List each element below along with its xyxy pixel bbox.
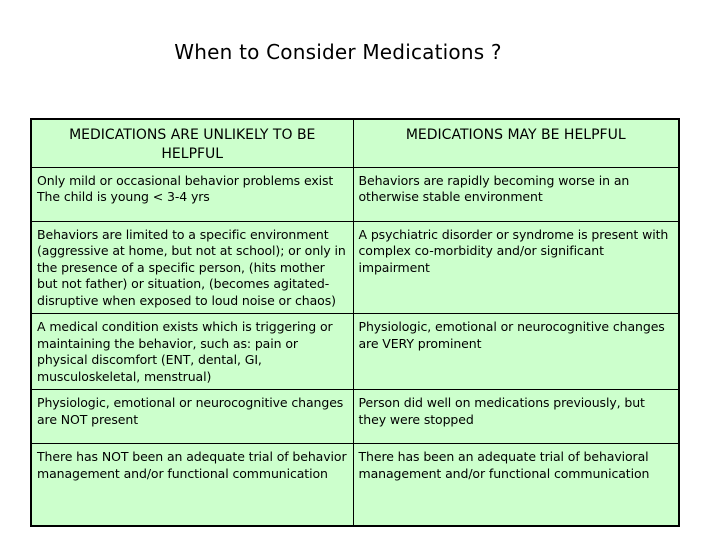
unlikely-cell: Physiologic, emotional or neurocognitive changes are NOT present xyxy=(31,390,353,444)
unlikely-cell: There has NOT been an adequate trial of behavior management and/or functional communication xyxy=(31,444,353,526)
helpful-cell: Behaviors are rapidly becoming worse in an otherwise stable environment xyxy=(353,167,679,221)
helpful-cell: There has been an adequate trial of behavioral management and/or functional communication xyxy=(353,444,679,526)
unlikely-cell: A medical condition exists which is triggering or maintaining the behavior, such as: pain or physical discomfort (ENT, dental, GI, musculoskeletal, menstrual) xyxy=(31,314,353,390)
medications-table xyxy=(30,118,680,527)
table-row xyxy=(31,167,679,221)
table-header-row xyxy=(31,119,679,167)
header-unlikely-helpful: MEDICATIONS ARE UNLIKELY TO BE HELPFUL xyxy=(31,119,353,167)
table-row xyxy=(31,314,679,390)
slide-title: When to Consider Medications ? xyxy=(174,40,502,64)
unlikely-cell xyxy=(31,167,353,221)
helpful-cell: Person did well on medications previously, but they were stopped xyxy=(353,390,679,444)
header-may-be-helpful: MEDICATIONS MAY BE HELPFUL xyxy=(353,119,679,167)
unlikely-cell: Behaviors are limited to a specific environment (aggressive at home, but not at school); or only in the presence of a specific person, (hits mother but not father) or situation, (becomes agitated-disruptive when exposed to loud noise or chaos) xyxy=(31,221,353,314)
table-row xyxy=(31,444,679,526)
helpful-cell: A psychiatric disorder or syndrome is present with complex co-morbidity and/or significant impairment xyxy=(353,221,679,314)
unlikely-line: Only mild or occasional behavior problems exist xyxy=(37,172,334,188)
table-row xyxy=(31,221,679,314)
table-row xyxy=(31,390,679,444)
helpful-cell: Physiologic, emotional or neurocognitive changes are VERY prominent xyxy=(353,314,679,390)
unlikely-line: The child is young < 3-4 yrs xyxy=(37,189,210,204)
